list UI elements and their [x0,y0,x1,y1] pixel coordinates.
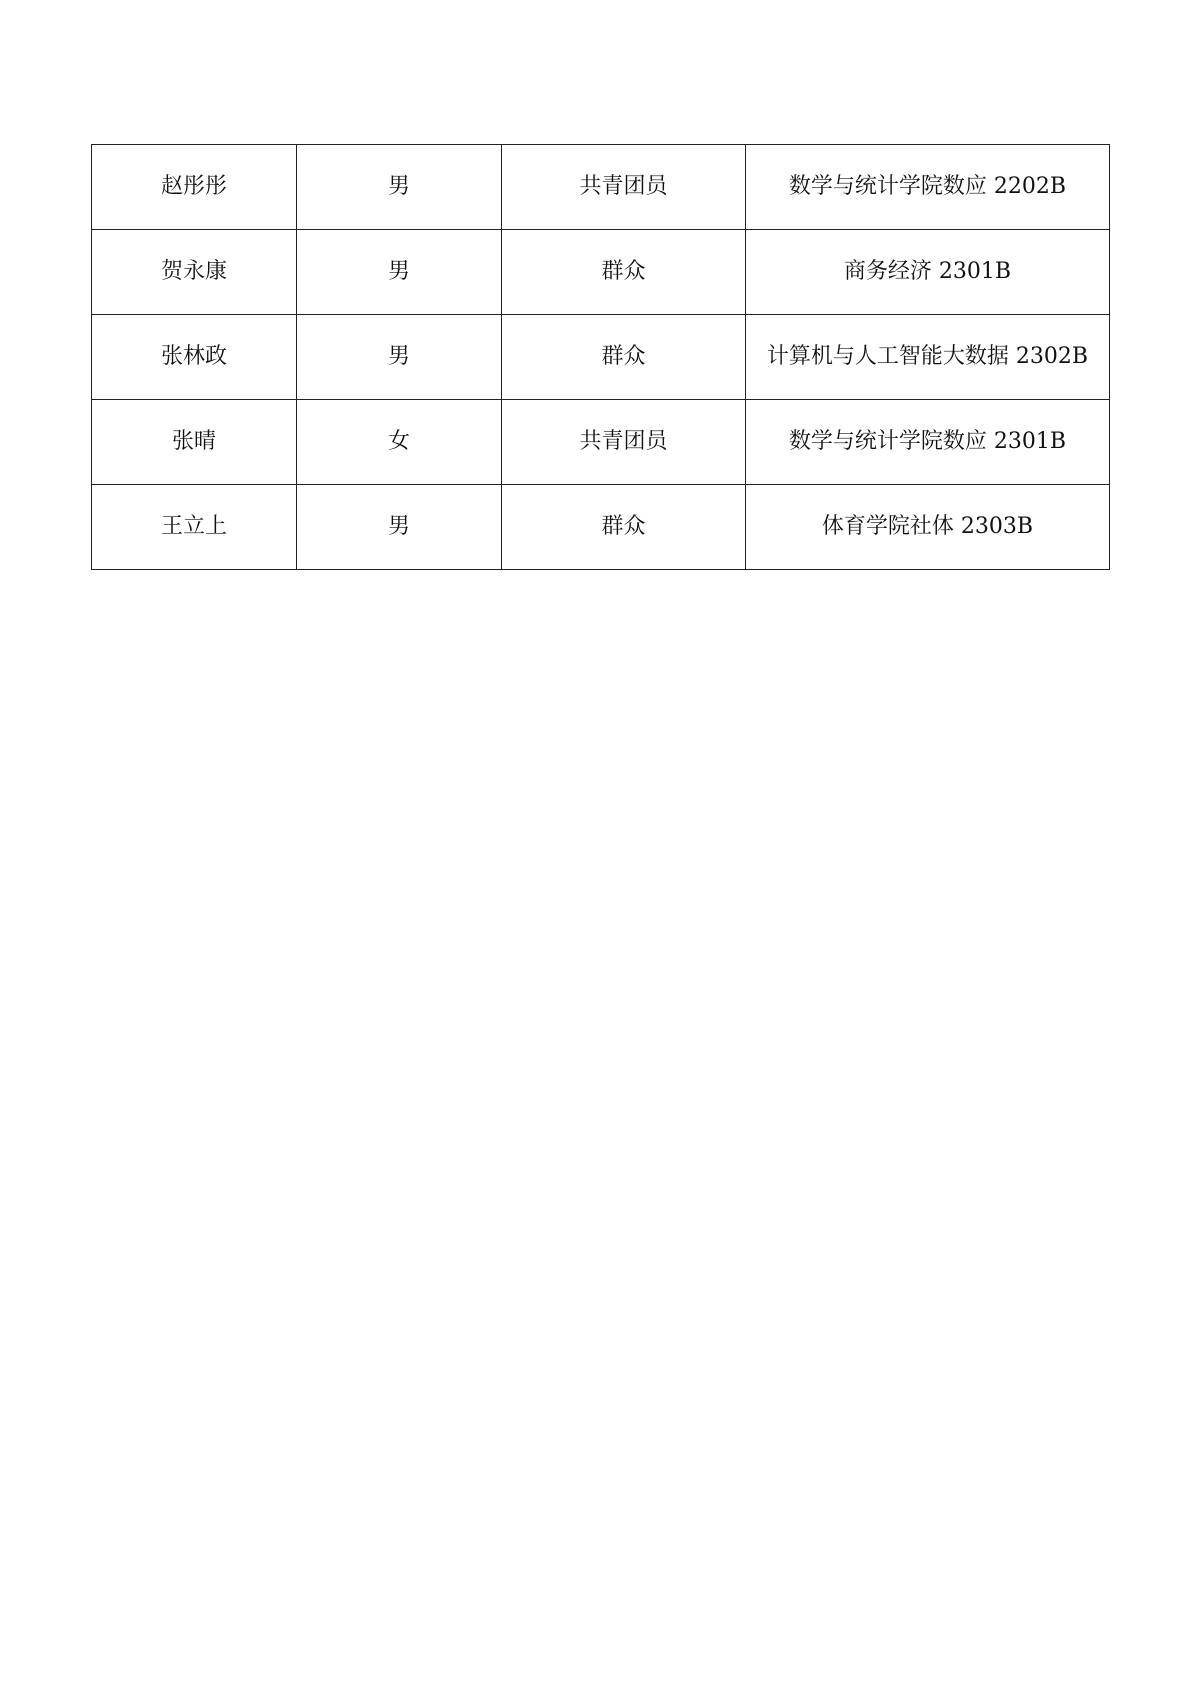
table-row [92,400,1110,485]
student-roster-table [91,144,1110,570]
table-row [92,145,1110,230]
table-row [92,485,1110,570]
class-cell: 计算机与人工智能大数据 2302B [746,315,1110,400]
table-row [92,230,1110,315]
political-status-cell: 群众 [502,485,746,570]
gender-cell: 女 [297,400,502,485]
class-cell: 数学与统计学院数应 2301B [746,400,1110,485]
gender-cell: 男 [297,315,502,400]
political-status-cell: 共青团员 [502,400,746,485]
gender-cell: 男 [297,145,502,230]
class-cell: 数学与统计学院数应 2202B [746,145,1110,230]
table-row [92,315,1110,400]
name-cell: 贺永康 [92,230,297,315]
political-status-cell: 群众 [502,230,746,315]
class-cell: 商务经济 2301B [746,230,1110,315]
political-status-cell: 群众 [502,315,746,400]
gender-cell: 男 [297,485,502,570]
class-cell: 体育学院社体 2303B [746,485,1110,570]
name-cell: 王立上 [92,485,297,570]
gender-cell: 男 [297,230,502,315]
name-cell: 张晴 [92,400,297,485]
name-cell: 赵彤彤 [92,145,297,230]
name-cell: 张林政 [92,315,297,400]
political-status-cell: 共青团员 [502,145,746,230]
